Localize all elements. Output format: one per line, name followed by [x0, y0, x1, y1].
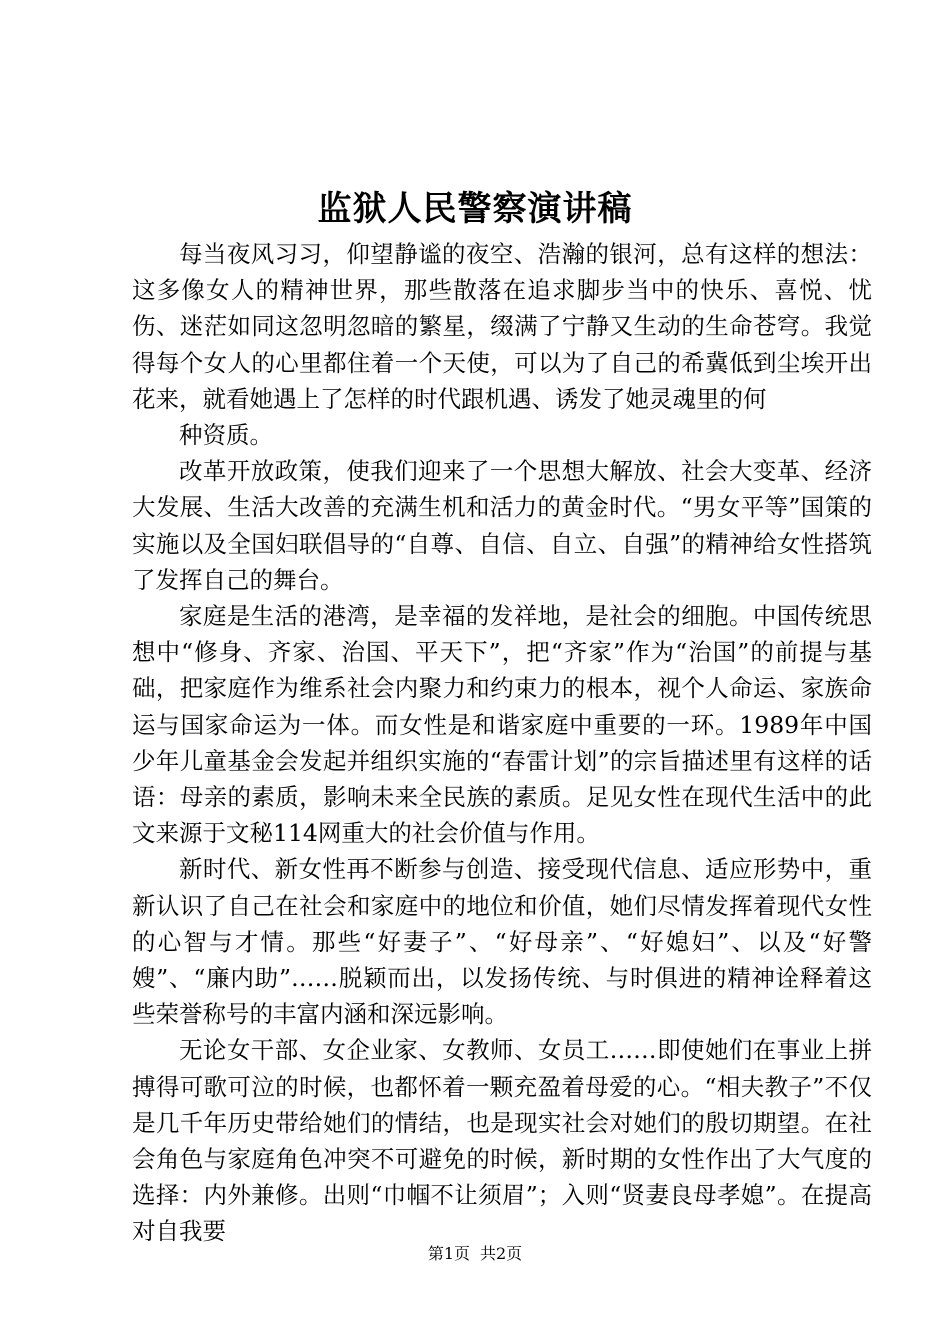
document-body [132, 236, 872, 1250]
paragraph: 每当夜风习习，仰望静谧的夜空、浩瀚的银河，总有这样的想法：这多像女人的精神世界，那些散落在追求脚步当中的快乐、喜悦、忧伤、迷茫如同这忽明忽暗的繁星，缀满了宁静又生动的生命苍穹。我觉得每个女人的心里都住着一个天使，可以为了自己的希冀低到尘埃开出花来，就看她遇上了怎样的时代跟机遇、诱发了她灵魂里的何 [132, 240, 872, 413]
page-number: 第1页 [427, 1244, 470, 1263]
paragraph: 家庭是生活的港湾，是幸福的发祥地，是社会的细胞。中国传统思想中“修身、齐家、治国、平天下”，把“齐家”作为“治国”的前提与基础，把家庭作为维系社会内聚力和约束力的根本，视个人命运、家族命运与国家命运为一体。而女性是和谐家庭中重要的一环。1989年中国少年儿童基金会发起并组织实施的“春雷计划”的宗旨描述里有这样的话语：母亲的素质，影响未来全民族的素质。足见女性在现代生活中的此文来源于文秘114网重大的社会价值与作用。 [132, 602, 872, 848]
paragraph: 新时代、新女性再不断参与创造、接受现代信息、适应形势中，重新认识了自己在社会和家庭中的地位和价值，她们尽情发挥着现代女性的心智与才情。那些“好妻子”、“好母亲”、“好媳妇”、以及“好警嫂”、“廉内助”……脱颖而出，以发扬传统、与时俱进的精神诠释着这些荣誉称号的丰富内涵和深远影响。 [132, 855, 872, 1029]
page-footer [0, 1243, 950, 1265]
paragraph: 无论女干部、女企业家、女教师、女员工……即使她们在事业上拼搏得可歌可泣的时候，也都怀着一颗充盈着母爱的心。“相夫教子”不仅是几千年历史带给她们的情结，也是现实社会对她们的殷切期望。在社会角色与家庭角色冲突不可避免的时候，新时期的女性作出了大气度的选择：内外兼修。出则“巾帼不让须眉”；入则“贤妻良母孝媳”。在提高对自我要 [132, 1036, 872, 1246]
document-title: 监狱人民警察演讲稿 [317, 189, 633, 229]
paragraph: 改革开放政策，使我们迎来了一个思想大解放、社会大变革、经济大发展、生活大改善的充满生机和活力的黄金时代。“男女平等”国策的实施以及全国妇联倡导的“自尊、自信、自立、自强”的精神给女性搭筑了发挥自己的舞台。 [132, 457, 872, 594]
paragraph: 种资质。 [179, 421, 273, 450]
page-total: 共2页 [480, 1244, 523, 1263]
